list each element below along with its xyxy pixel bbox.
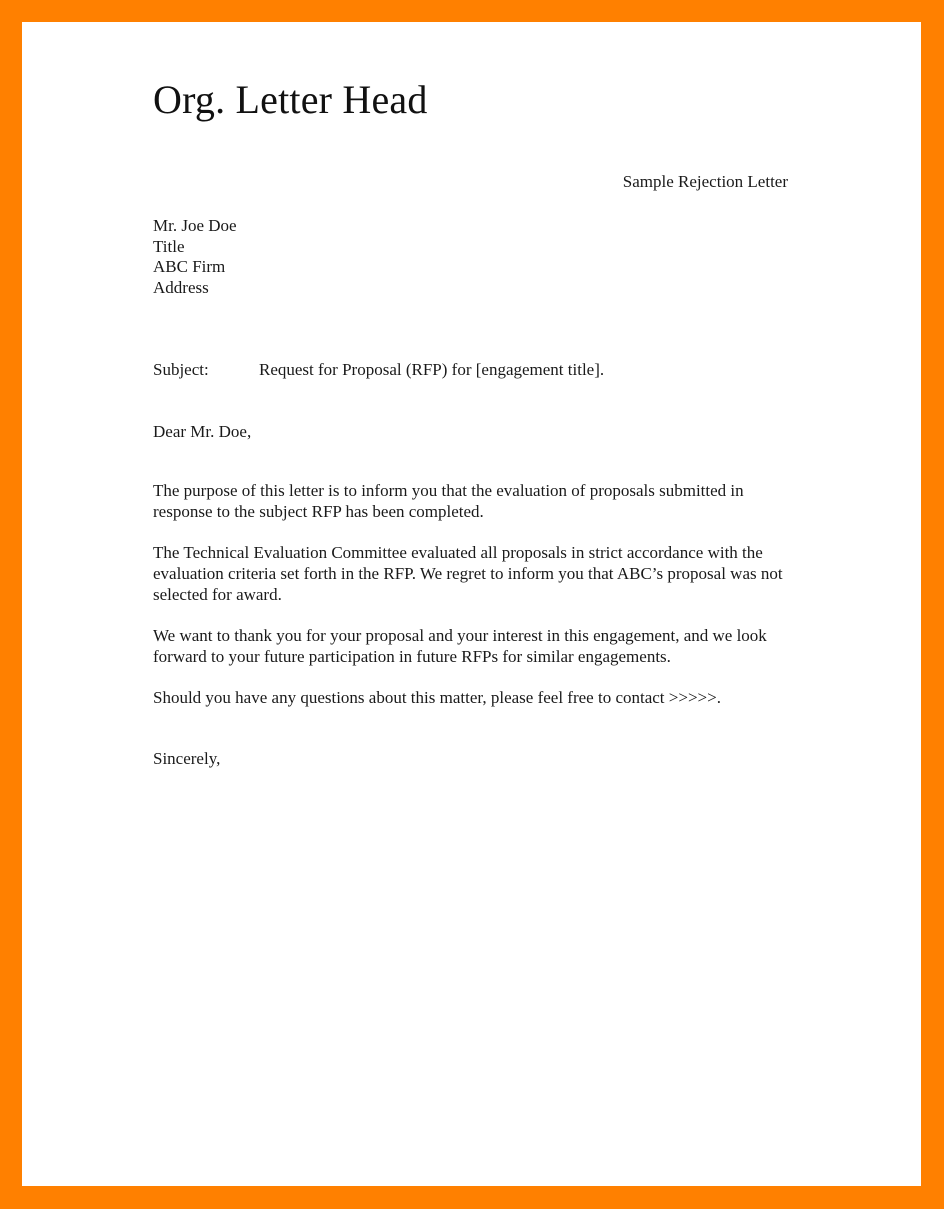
recipient-address: Address [153,277,209,297]
body-paragraph-1: The purpose of this letter is to inform you that the evaluation of proposals submitted in response to the subject RFP has been completed. [153,480,744,521]
body-paragraph-2: The Technical Evaluation Committee evaluated all proposals in strict accordance with the evaluation criteria set forth in the RFP. We regret to inform you that ABC’s proposal was not selected for award. [153,542,783,604]
subject-value: Request for Proposal (RFP) for [engagement title]. [259,360,605,380]
recipient-title: Title [153,236,185,256]
subject-label: Subject: [153,360,209,380]
body-paragraph-3: We want to thank you for your proposal and your interest in this engagement, and we look forward to your future participation in future RFPs for similar engagements. [153,625,767,666]
letter-content [153,22,790,1189]
closing-salutation: Sincerely, [153,748,221,768]
recipient-name: Mr. Joe Doe [153,216,237,236]
recipient-company: ABC Firm [153,257,226,277]
salutation: Dear Mr. Doe, [153,422,252,442]
signature-area [153,769,790,1189]
document-type-label: Sample Rejection Letter [622,172,788,192]
recipient-address-block [153,192,790,298]
body-paragraph-4: Should you have any questions about this matter, please feel free to contact >>>>>. [153,687,721,707]
letter-page [22,22,921,1186]
org-letterhead-title: Org. Letter Head [153,77,428,122]
subject-line [153,298,790,380]
